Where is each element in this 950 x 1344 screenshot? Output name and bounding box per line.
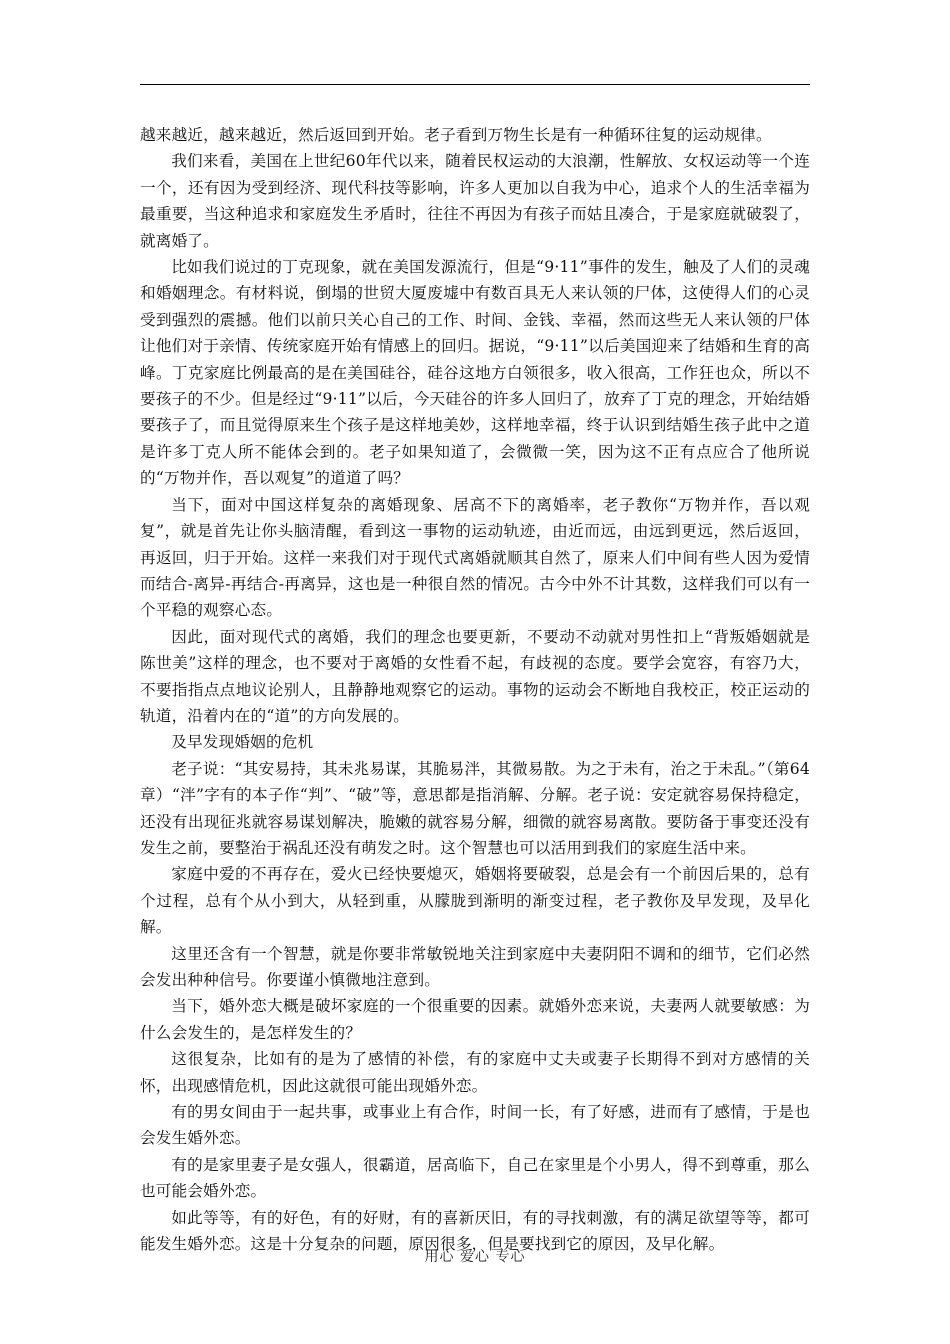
paragraph: 比如我们说过的丁克现象，就在美国发源流行，但是“9·11”事件的发生，触及了人们的灵魂和婚姻理念。有材料说，倒塌的世贸大厦废墟中有数百具无人来认领的尸体，这使得人们的心灵受到强烈的震撼。他们以前只关心自己的工作、时间、金钱、幸福，然而这些无人来认领的尸体让他们对于亲情、传统家庭开始有情感上的回归。据说，“9·11”以后美国迎来了结婚和生育的高峰。丁克家庭比例最高的是在美国硅谷，硅谷这地方白领很多，收入很高，工作狂也众，所以不要孩子的不少。但是经过“9·11”以后，今天硅谷的许多人回归了，放弃了丁克的理念，开始结婚要孩子了，而且觉得原来生个孩子是这样地美妙，这样地幸福，终于认识到结婚生孩子此中之道是许多丁克人所不能体会到的。老子如果知道了，会微微一笑，因为这不正有点应合了他所说的“万物并作，吾以观复”的道道了吗？ [140,258,810,488]
paragraph: 有的是家里妻子是女强人，很霸道，居高临下，自己在家里是个小男人，得不到尊重，那么也可能会婚外恋。 [140,1155,810,1201]
paragraph: 越来越近，越来越近，然后返回到开始。老子看到万物生长是有一种循环往复的运动规律。 [140,126,772,144]
paragraph: 这很复杂，比如有的是为了感情的补偿，有的家庭中丈夫或妻子长期得不到对方感情的关怀，出现感情危机，因此这就很可能出现婚外恋。 [140,1050,810,1095]
paragraph: 老子说：“其安易持，其未兆易谋，其脆易泮，其微易散。为之于未有，治之于未乱。”（第64章）“泮”字有的本子作“判”、“破”等，意思都是指消解、分解。老子说：安定就容易保持稳定，还没有出现征兆就容易谋划解决，脆嫩的就容易分解，细微的就容易离散。要防备于事变还没有发生之前，要整治于祸乱还没有萌发之时。这个智慧也可以活用到我们的家庭生活中来。 [140,759,810,857]
page-footer: 用心 爱心 专心 [424,1249,526,1265]
paragraph: 当下，面对中国这样复杂的离婚现象、居高不下的离婚率，老子教你“万物并作，吾以观复”，就是首先让你头脑清醒，看到这一事物的运动轨迹，由近而远，由远到更远，然后返回，再返回，归于开始。这样一来我们对于现代式离婚就顺其自然了，原来人们中间有些人因为爱情而结合-离异-再结合-再离异，这也是一种很自然的情况。古今中外不计其数，这样我们可以有一个平稳的观察心态。 [140,495,810,620]
paragraph: 这里还含有一个智慧，就是你要非常敏锐地关注到家庭中夫妻阴阳不调和的细节，它们必然会发出种种信号。你要谨小慎微地注意到。 [140,944,810,989]
paragraph: 因此，面对现代式的离婚，我们的理念也要更新，不要动不动就对男性扣上“背叛婚姻就是陈世美”这样的理念，也不要对于离婚的女性看不起，有歧视的态度。要学会宽容，有容乃大，不要指指点点地议论别人，且静静地观察它的运动。事物的运动会不断地自我校正，校正运动的轨道，沿着内在的“道”的方向发展的。 [140,627,810,725]
paragraph: 有的男女间由于一起共事，或事业上有合作，时间一长，有了好感，进而有了感情，于是也会发生婚外恋。 [140,1103,810,1148]
header-rule [140,84,810,85]
paragraph: 如此等等，有的好色，有的好财，有的喜新厌旧，有的寻找刺激，有的满足欲望等等，都可能发生婚外恋。这是十分复杂的问题，原因很多，但是要找到它的原因，及早化解。 [140,1208,810,1254]
paragraph: 当下，婚外恋大概是破坏家庭的一个很重要的因素。就婚外恋来说，夫妻两人就要敏感：为什么会发生的，是怎样发生的？ [140,997,810,1042]
paragraph: 家庭中爱的不再存在，爱火已经快要熄灭，婚姻将要破裂，总是会有一个前因后果的，总有个过程，总有个从小到大，从轻到重，从朦胧到渐明的渐变过程，老子教你及早发现，及早化解。 [140,865,810,937]
document-body [140,122,810,1257]
section-heading: 及早发现婚姻的危机 [171,733,314,752]
paragraph: 我们来看，美国在上世纪60年代以来，随着民权运动的大浪潮，性解放、女权运动等一个连一个，还有因为受到经济、现代科技等影响，许多人更加以自我为中心，追求个人的生活幸福为最重要，当这种追求和家庭发生矛盾时，往往不再因为有孩子而姑且凑合，于是家庭就破裂了，就离婚了。 [140,152,810,250]
